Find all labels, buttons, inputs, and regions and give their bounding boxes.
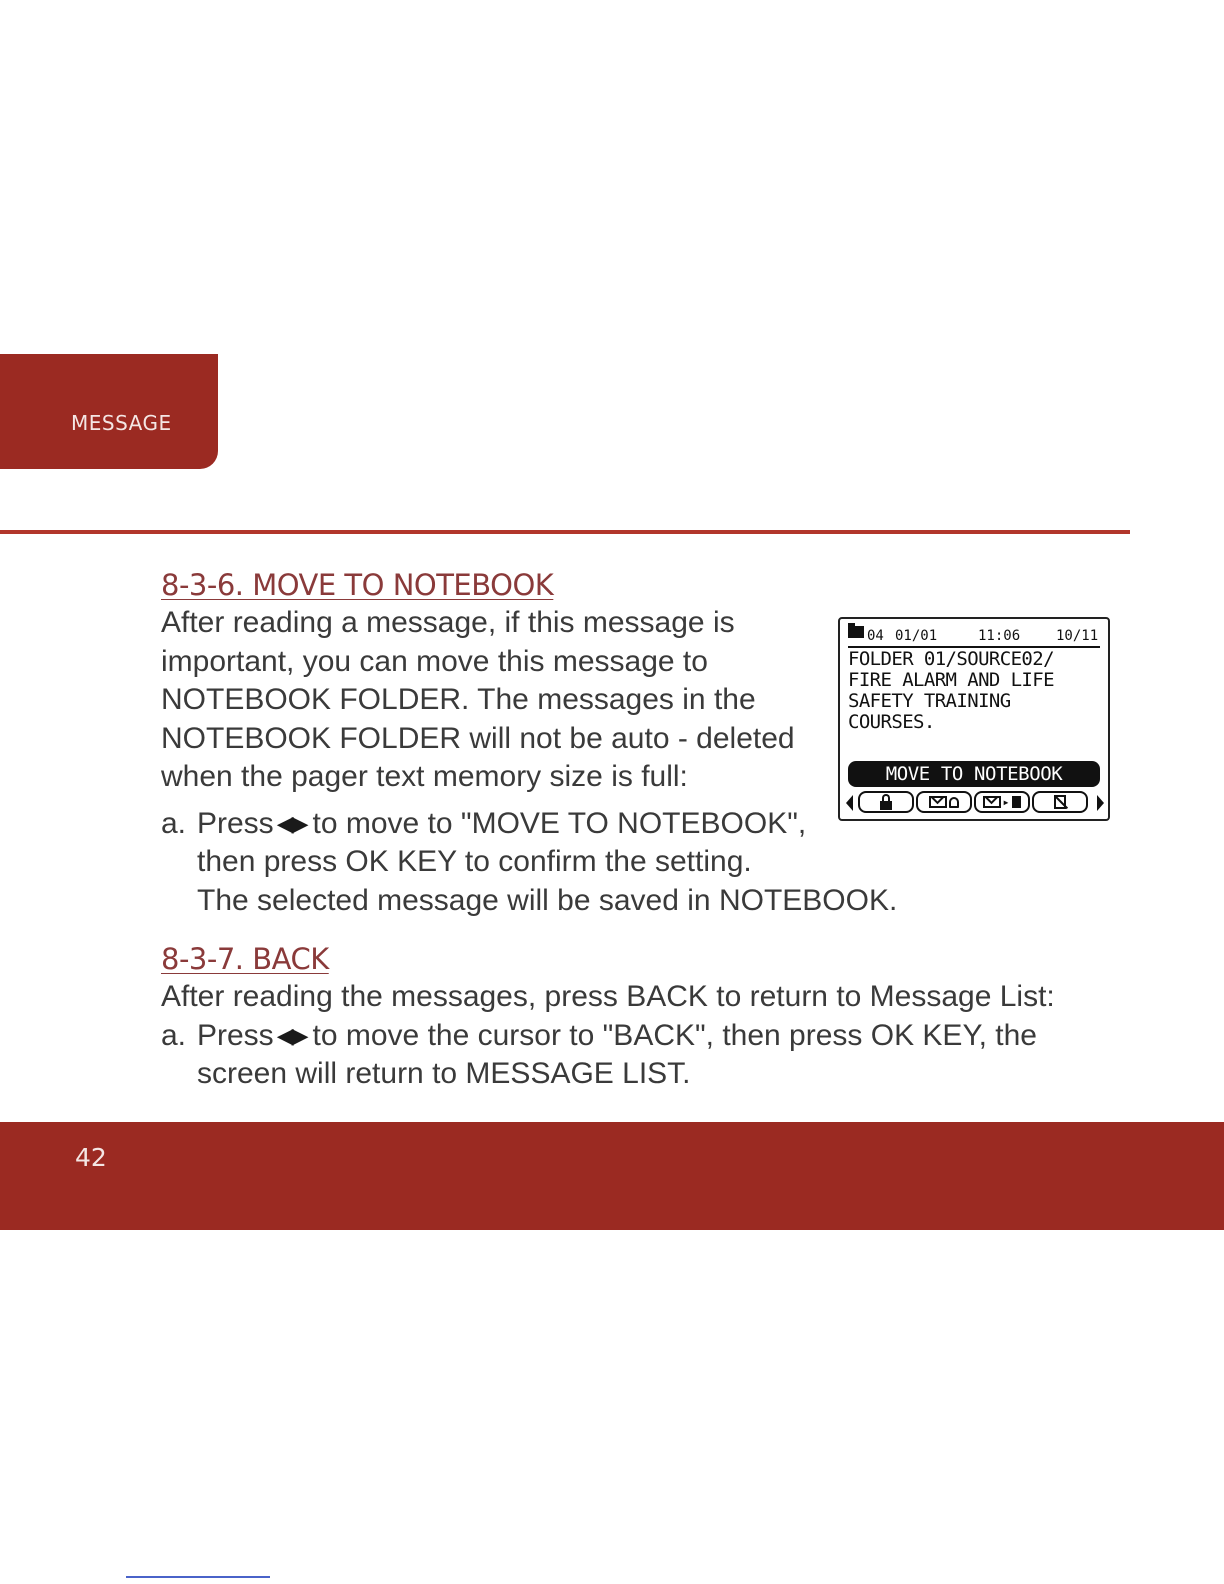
left-right-arrows-icon: ◀▶ bbox=[276, 810, 307, 836]
step-text: to move the cursor to "BACK", then press OK KEY, the bbox=[312, 1018, 1037, 1052]
message-line: SAFETY TRAINING bbox=[848, 690, 1011, 712]
step-text: screen will return to MESSAGE LIST. bbox=[197, 1057, 691, 1090]
status-bar bbox=[848, 626, 1100, 648]
press-text: Press bbox=[197, 1018, 274, 1052]
folder-icon bbox=[848, 626, 864, 638]
softkey-bar bbox=[846, 791, 1104, 815]
step-text: The selected message will be saved in NOTEBOOK. bbox=[197, 883, 898, 917]
para-line: NOTEBOOK FOLDER will not be auto - deleted bbox=[161, 721, 795, 755]
lock-icon bbox=[880, 801, 892, 810]
message-line: FOLDER 01/SOURCE02/ bbox=[848, 648, 1054, 670]
notebook-icon bbox=[1012, 796, 1021, 808]
arrow-left-icon[interactable] bbox=[846, 795, 853, 811]
envelope-icon bbox=[983, 796, 1001, 808]
status-time: 11:06 bbox=[978, 628, 1021, 644]
para-line: NOTEBOOK FOLDER. The messages in the bbox=[161, 683, 756, 716]
section-paragraph: After reading the messages, press BACK to return to Message List: bbox=[161, 980, 1055, 1013]
step-text: to move to "MOVE TO NOTEBOOK", bbox=[312, 806, 807, 840]
message-index: 01/01 bbox=[895, 628, 938, 644]
step-a bbox=[161, 805, 1141, 921]
para-line: important, you can move this message to bbox=[161, 644, 708, 678]
arrow-right-icon: ▸ bbox=[1002, 795, 1010, 809]
bottom-line bbox=[126, 1576, 270, 1578]
section-tab-label: MESSAGE bbox=[71, 411, 172, 435]
message-line: FIRE ALARM AND LIFE bbox=[848, 669, 1054, 691]
para-line: After reading a message, if this message is bbox=[161, 606, 735, 639]
para-line: when the pager text memory size is full: bbox=[161, 760, 688, 793]
press-text: Press bbox=[197, 806, 274, 840]
message-line: COURSES. bbox=[848, 711, 935, 733]
softkey-move-to-notebook[interactable] bbox=[974, 791, 1030, 813]
section-paragraph bbox=[161, 604, 826, 797]
pager-screen bbox=[838, 617, 1110, 821]
page-number: 42 bbox=[75, 1143, 107, 1172]
selected-option-bar[interactable]: MOVE TO NOTEBOOK bbox=[848, 761, 1100, 787]
status-date: 10/11 bbox=[1056, 628, 1099, 644]
arrow-right-icon[interactable] bbox=[1097, 795, 1104, 811]
step-text: then press OK KEY to confirm the setting. bbox=[197, 845, 752, 878]
footer-band bbox=[0, 1122, 1224, 1230]
envelope-icon bbox=[929, 796, 947, 808]
softkey-lock[interactable] bbox=[858, 791, 914, 813]
bell-icon bbox=[949, 797, 959, 808]
section-heading-move-to-notebook: 8-3-6. MOVE TO NOTEBOOK bbox=[161, 568, 554, 602]
delete-icon bbox=[1054, 795, 1066, 809]
folder-number: 04 bbox=[867, 628, 884, 644]
left-right-arrows-icon: ◀▶ bbox=[276, 1022, 307, 1048]
softkey-alert[interactable] bbox=[916, 791, 972, 813]
step-letter: a. bbox=[161, 806, 187, 840]
step-a bbox=[161, 1017, 1141, 1094]
header-rule bbox=[0, 530, 1130, 534]
section-heading-back: 8-3-7. BACK bbox=[161, 942, 329, 976]
step-letter: a. bbox=[161, 1018, 187, 1052]
softkey-delete[interactable] bbox=[1032, 791, 1088, 813]
